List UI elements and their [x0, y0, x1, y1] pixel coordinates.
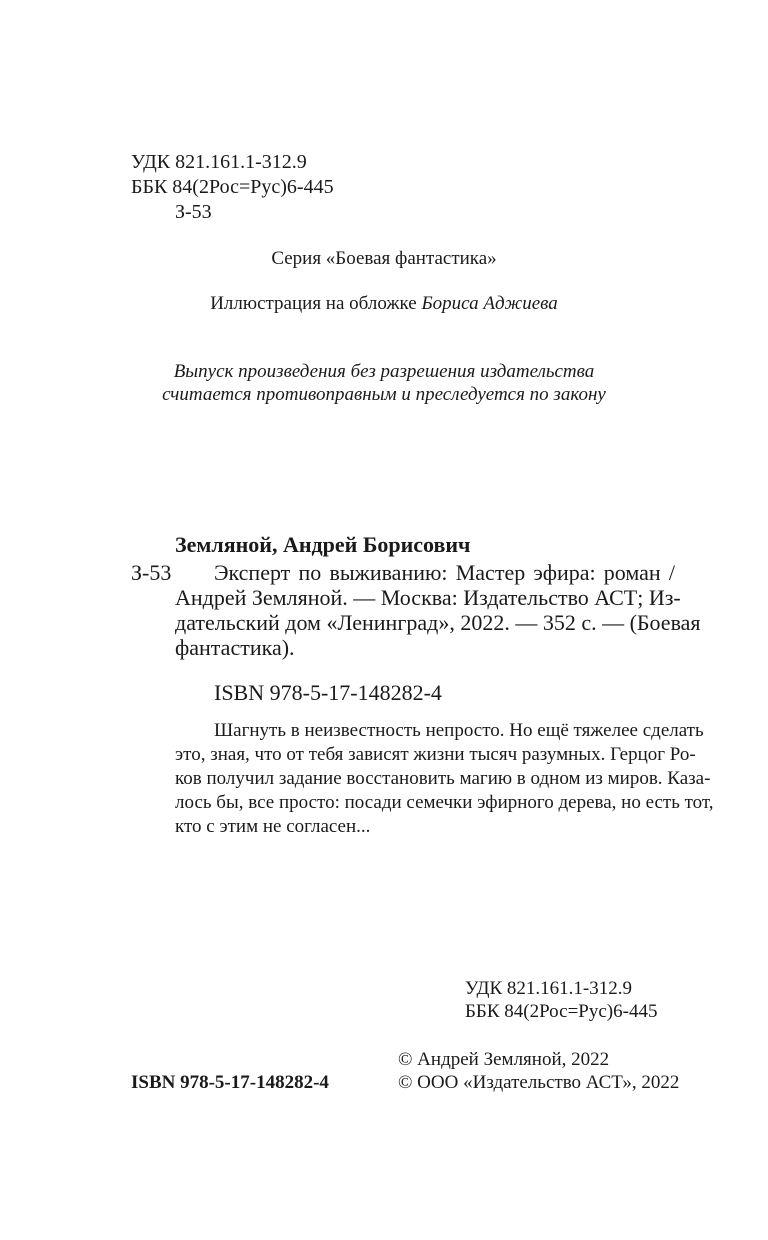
illustration-credit	[0, 292, 768, 316]
annotation-line-1: Шагнуть в неизвестность непросто. Но ещё тяжелее сделать	[214, 720, 704, 741]
catalog-line-2: Андрей Земляной. — Москва: Издательство АСТ; Из-	[175, 585, 681, 610]
footer-isbn: ISBN 978-5-17-148282-4	[131, 1072, 329, 1093]
header-udk: УДК 821.161.1-312.9	[131, 151, 307, 173]
annotation-line-3: ков получил задание восстановить магию в одном из миров. Каза-	[175, 768, 711, 789]
header-author-code: З-53	[175, 201, 212, 223]
footer-udk: УДК 821.161.1-312.9	[465, 978, 632, 999]
copyright-publisher: © ООО «Издательство АСТ», 2022	[398, 1072, 680, 1093]
series-title: Серия «Боевая фантастика»	[271, 248, 497, 269]
legal-notice-line-1: Выпуск произведения без разрешения издательства	[173, 361, 595, 382]
catalog-isbn: ISBN 978-5-17-148282-4	[214, 680, 442, 705]
annotation-line-2: это, зная, что от тебя зависят жизни тысяч разумных. Герцог Ро-	[175, 744, 696, 765]
legal-notice-line-2: считается противоправным и преследуется по закону	[162, 384, 606, 405]
catalog-line-4: фантастика).	[175, 635, 295, 660]
illustration-prefix: Иллюстрация на обложке	[210, 293, 422, 314]
annotation-line-4: лось бы, все просто: посади семечки эфирного дерева, но есть тот,	[175, 792, 714, 813]
illustration-artist: Бориса Аджиева	[421, 293, 558, 314]
catalog-line-1: Эксперт по выживанию: Мастер эфира: роман /	[214, 560, 675, 585]
annotation-line-5: кто с этим не согласен...	[175, 816, 371, 837]
footer-bbk: ББК 84(2Рос=Рус)6-445	[465, 1001, 658, 1022]
copyright-author: © Андрей Земляной, 2022	[398, 1049, 610, 1070]
catalog-line-3: дательский дом «Ленинград», 2022. — 352 с. — (Боевая	[175, 610, 701, 635]
header-bbk: ББК 84(2Рос=Рус)6-445	[131, 176, 334, 198]
catalog-author: Земляной, Андрей Борисович	[175, 532, 471, 557]
catalog-code: З-53	[131, 560, 172, 585]
